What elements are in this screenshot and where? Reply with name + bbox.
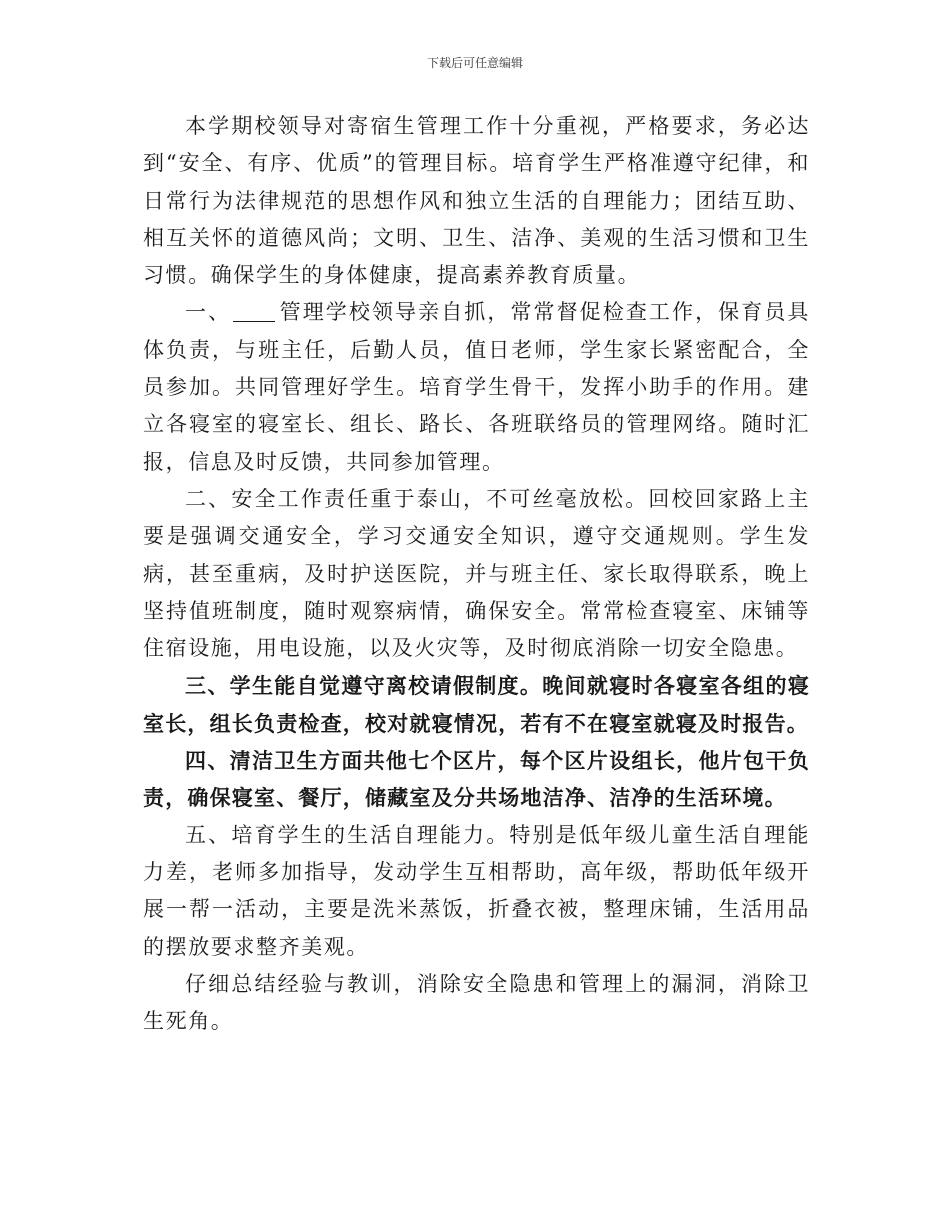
- paragraph-self-care: 五、培育学生的生活自理能力。特别是低年级儿童生活自理能力差，老师多加指导，发动学生互相帮助，高年级，帮助低年级开展一帮一活动，主要是洗米蒸饭，折叠衣被，整理床铺，生活用品的摆放要求整齐美观。: [143, 822, 810, 959]
- paragraph-management-text: 管理学校领导亲自抓，常常督促检查工作，保育员具体负责，与班主任，后勤人员，值日老师，学生家长紧密配合，全员参加。共同管理好学生。培育学生骨干，发挥小助手的作用。建立各寝室的寝室长、组长、路长、各班联络员的管理网络。随时汇报，信息及时反馈，共同参加管理。: [143, 300, 810, 474]
- blank-underline: [233, 299, 275, 322]
- document-body: [143, 108, 810, 1040]
- paragraph-leave-policy: 三、学生能自觉遵守离校请假制度。晚间就寝时各寝室各组的寝室长，组长负责检查，校对就寝情况，若有不在寝室就寝及时报告。: [143, 673, 810, 736]
- page-header: 下载后可任意编辑: [426, 56, 523, 70]
- paragraph-management: [143, 294, 810, 480]
- paragraph-intro: 本学期校领导对寄宿生管理工作十分重视，严格要求，务必达到“安全、有序、优质”的管理目标。培育学生严格准遵守纪律，和日常行为法律规范的思想作风和独立生活的自理能力；团结互助、相互关怀的道德风尚；文明、卫生、洁净、美观的生活习惯和卫生习惯。确保学生的身体健康，提高素养教育质量。: [143, 114, 810, 288]
- paragraph-hygiene: 四、清洁卫生方面共他七个区片，每个区片设组长，他片包干负责，确保寝室、餐厅，储藏室及分共场地洁净、洁净的生活环境。: [143, 748, 810, 811]
- paragraph-safety: 二、安全工作责任重于泰山，不可丝毫放松。回校回家路上主要是强调交通安全，学习交通安全知识，遵守交通规则。学生发病，甚至重病，及时护送医院，并与班主任、家长取得联系，晚上坚持值班制度，随时观察病情，确保安全。常常检查寝室、床铺等住宿设施，用电设施，以及火灾等，及时彻底消除一切安全隐患。: [143, 486, 810, 661]
- paragraph-management-prefix: 一、: [185, 300, 232, 325]
- paragraph-summary: 仔细总结经验与教训，消除安全隐患和管理上的漏洞，消除卫生死角。: [143, 971, 810, 1034]
